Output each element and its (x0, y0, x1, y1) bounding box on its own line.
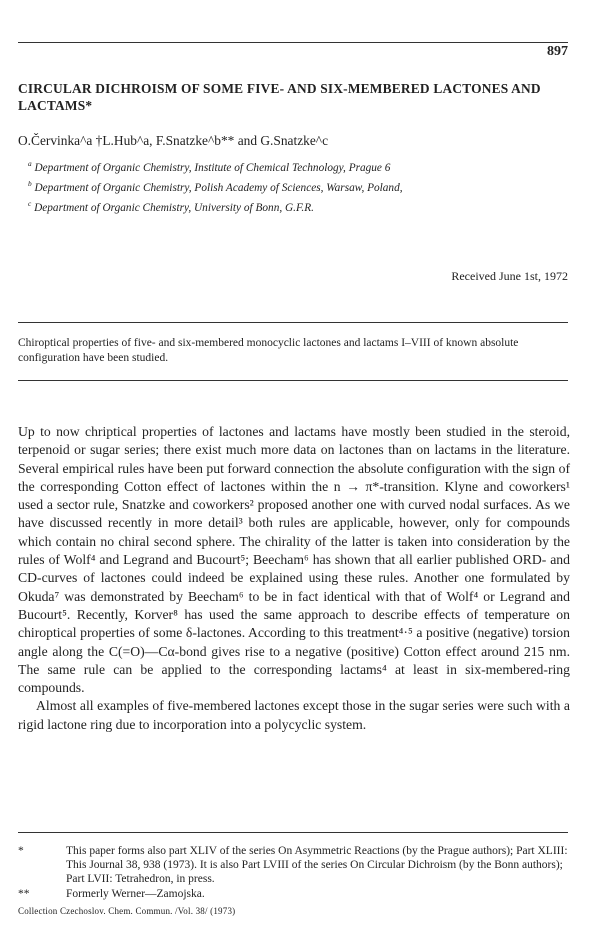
header-rule (18, 42, 568, 43)
article-title: CIRCULAR DICHROISM OF SOME FIVE- AND SIX-MEMBERED LACTONES AND LACTAMS* (18, 81, 541, 113)
abstract-top-rule (18, 322, 568, 323)
abstract-bottom-rule (18, 380, 568, 381)
affiliation-b: $^b$ Department of Organic Chemistry, Polish Academy of Sciences, Warsaw, Poland, (28, 178, 403, 194)
affiliations (28, 156, 403, 215)
journal-footer: Collection Czechoslov. Chem. Commun. /Vol. 38/ (1973) (18, 906, 236, 916)
body-paragraph-1: Up to now chriptical properties of lactones and lactams have mostly been studied in the steroid, terpenoid or sugar series; there exist much more data on lactones than on lactams in the literature. Several empirical rules have been put forward connection the absolute configuration with the sign of the corresponding Cotton effect of lactones within the n → π*-transition. Klyne and coworkers¹ used a sector rule, Snatzke and coworkers² proposed another one with curved nodal surfaces. As we have discussed recently in more detail³ both rules are applicable, however, only for compounds which contain no chiral second sphere. The chirality of the latter is taken into consideration by the rules of Wolf⁴ and Legrand and Bucourt⁵; Beecham⁶ has shown that all earlier published ORD- and CD-curves of lactones could indeed be explained using these rules. Another one formulated by Okuda⁷ was demonstrated by Beecham⁶ to be in fact identical with that of Wolf⁴ or Legrand and Bucourt⁵. Recently, Korver⁸ has used the same approach to describe effects of temperature on chiroptical properties of some δ-lactones. According to this treatment⁴·⁵ a positive (negative) torsion angle along the C(=O)—Cα-bond gives rise to a negative (positive) Cotton effect around 215 nm. The same rule can be applied to the corresponding lactams⁴ at least in six-membered-ring compounds. (18, 424, 570, 696)
abstract: Chiroptical properties of five- and six-membered monocyclic lactones and lactams I–VIII of known absolute configuration have been studied. (18, 337, 519, 364)
footnotes (18, 844, 570, 901)
affiliation-c: $^c$ Department of Organic Chemistry, University of Bonn, G.F.R. (28, 198, 314, 214)
footnote-1: * This paper forms also part XLIV of the series On Asymmetric Reactions (by the Prague authors); Part XLIII: This Journal 38, 938 (1973). It is also Part LVIII of the series On Circular Dichroism (by the Bonn authors); Part LVII: Tetrahedron, in press. (18, 845, 568, 886)
footnote-2: ** Formerly Werner—Zamojska. (18, 887, 205, 900)
affiliation-a: $^a$ Department of Organic Chemistry, Institute of Chemical Technology, Prague 6 (28, 159, 391, 174)
page-number: 897 (547, 44, 568, 59)
received-date: Received June 1st, 1972 (451, 269, 568, 283)
footnote-rule (18, 832, 568, 833)
author-line (18, 133, 328, 149)
body-paragraph-2: Almost all examples of five-membered lactones except those in the sugar series were such with a rigid lactone ring due to incorporation into a polycyclic system. (18, 698, 570, 732)
article-body (18, 423, 570, 734)
authors-text: O.Červinka^a †L.Hub^a, F.Snatzke^b** and G.Snatzke^c (18, 133, 329, 148)
